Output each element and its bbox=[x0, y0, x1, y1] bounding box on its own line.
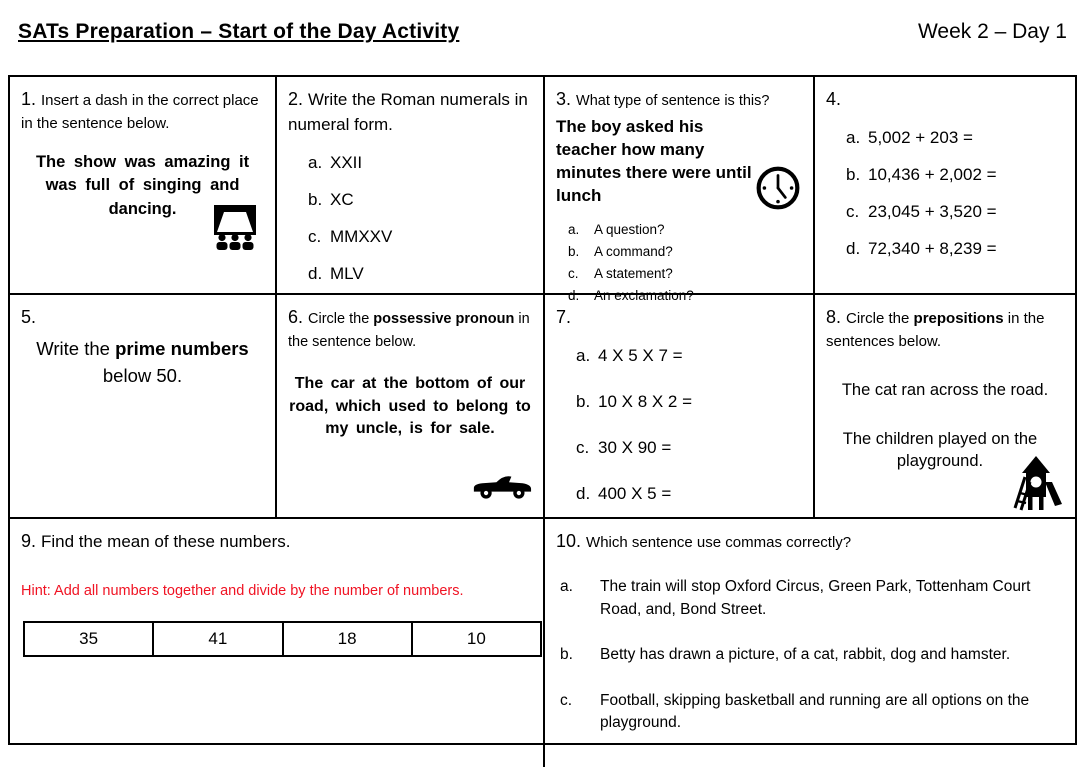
question-3-cell bbox=[545, 77, 815, 303]
q8-sentence-1: The cat ran across the road. bbox=[841, 381, 1049, 400]
convertible-car-icon bbox=[471, 471, 533, 501]
q3-sentence: The boy asked his teacher how many minutes there were until lunch bbox=[556, 117, 752, 205]
q5-sentence: Write the prime numbers below 50. bbox=[36, 338, 249, 386]
q2-number: 2. bbox=[288, 89, 304, 109]
theatre-stage-icon bbox=[209, 205, 261, 251]
q1-sentence: The show was amazing it was full of singing and dancing. bbox=[35, 153, 250, 218]
page-header bbox=[18, 20, 1067, 44]
q3-option-c: c. A statement? bbox=[568, 265, 673, 281]
q9-number-cell-4: 10 bbox=[466, 628, 486, 648]
q2-options bbox=[288, 153, 532, 284]
q9-numbers-table bbox=[23, 621, 542, 657]
question-8-cell bbox=[815, 295, 1075, 519]
q10-options bbox=[556, 576, 1064, 734]
q7-option-c: c. 30 X 90 = bbox=[576, 438, 672, 458]
q6-instruction: 6. Circle the possessive pronoun in the sentence below. bbox=[288, 307, 530, 351]
q2-option-b: b. XC bbox=[308, 190, 354, 210]
q1-number: 1. bbox=[21, 89, 37, 109]
question-9-cell bbox=[10, 519, 545, 767]
q3-option-a: a. A question? bbox=[568, 221, 665, 237]
q4-option-a: a. 5,002 + 203 = bbox=[846, 128, 973, 148]
question-7-cell bbox=[545, 295, 815, 519]
q9-instruction: 9. Find the mean of these numbers. bbox=[21, 531, 291, 551]
q9-hint: Hint: Add all numbers together and divide by the number of numbers. bbox=[21, 582, 464, 599]
q4-option-d: d. 72,340 + 8,239 = bbox=[846, 239, 997, 259]
grid-row-3 bbox=[10, 519, 1075, 767]
q7-option-d: d. 400 X 5 = bbox=[576, 484, 672, 504]
playground-slide-icon bbox=[1009, 455, 1063, 511]
question-4-cell bbox=[815, 77, 1075, 295]
grid-row-2 bbox=[10, 295, 1075, 519]
q6-sentence: The car at the bottom of our road, which used to belong to my uncle, is for sale. bbox=[289, 375, 531, 438]
grid-row-1 bbox=[10, 77, 1075, 303]
q4-number-line bbox=[826, 86, 1064, 112]
q10-instruction: 10. Which sentence use commas correctly? bbox=[556, 531, 852, 551]
q10-option-b: b. Betty has drawn a picture, of a cat, rabbit, dog and hamster. bbox=[560, 646, 1011, 664]
q4-number: 4. bbox=[826, 89, 842, 109]
page-title: SATs Preparation – Start of the Day Activity bbox=[18, 20, 460, 43]
clock-icon bbox=[755, 165, 801, 211]
q10-option-c: c. Football, skipping basketball and running are all options on the playground. bbox=[560, 691, 1030, 732]
q7-option-b: b. 10 X 8 X 2 = bbox=[576, 392, 693, 412]
question-10-cell bbox=[545, 519, 1075, 767]
question-6-cell bbox=[277, 295, 545, 519]
q7-number-line bbox=[556, 304, 802, 330]
question-2-cell bbox=[277, 77, 545, 295]
q9-number: 9. bbox=[21, 531, 37, 551]
q3-option-d: d. An exclamation? bbox=[568, 287, 694, 303]
q4-option-b: b. 10,436 + 2,002 = bbox=[846, 165, 997, 185]
q8-number: 8. bbox=[826, 307, 842, 327]
q7-number: 7. bbox=[556, 307, 572, 327]
worksheet-grid bbox=[8, 75, 1077, 745]
q2-option-a: a. XXII bbox=[308, 153, 363, 173]
q9-number-cell-1: 35 bbox=[25, 623, 154, 655]
q3-options bbox=[556, 222, 802, 303]
q9-number-cell-2: 41 bbox=[154, 623, 283, 655]
q10-number: 10. bbox=[556, 531, 582, 551]
q6-number: 6. bbox=[288, 307, 304, 327]
q5-number: 5. bbox=[21, 307, 37, 327]
question-5-cell bbox=[10, 295, 277, 519]
q4-option-c: c. 23,045 + 3,520 = bbox=[846, 202, 997, 222]
week-day-label: Week 2 – Day 1 bbox=[917, 20, 1067, 43]
q8-instruction: 8. Circle the prepositions in the sentences below. bbox=[826, 307, 1045, 351]
q5-number-line bbox=[21, 304, 264, 330]
q1-instruction: 1. Insert a dash in the correct place in the sentence below. bbox=[21, 89, 259, 133]
q9-number-cell-3: 18 bbox=[284, 623, 413, 655]
q10-option-a: a. The train will stop Oxford Circus, Green Park, Tottenham Court Road, and, Bond Street. bbox=[560, 578, 1031, 618]
q3-option-b: b. A command? bbox=[568, 243, 673, 259]
q7-option-a: a. 4 X 5 X 7 = bbox=[576, 346, 683, 366]
q2-option-d: d. MLV bbox=[308, 264, 364, 284]
q4-options bbox=[826, 128, 1064, 259]
question-1-cell bbox=[10, 77, 277, 295]
q8-sentence-2: The children played on the playground. bbox=[842, 429, 1038, 470]
q2-instruction: 2. Write the Roman numerals in numeral form. bbox=[288, 89, 528, 134]
q7-options bbox=[556, 346, 802, 504]
q3-instruction: 3. What type of sentence is this? bbox=[556, 89, 770, 109]
q2-option-c: c. MMXXV bbox=[308, 227, 393, 247]
q3-number: 3. bbox=[556, 89, 572, 109]
